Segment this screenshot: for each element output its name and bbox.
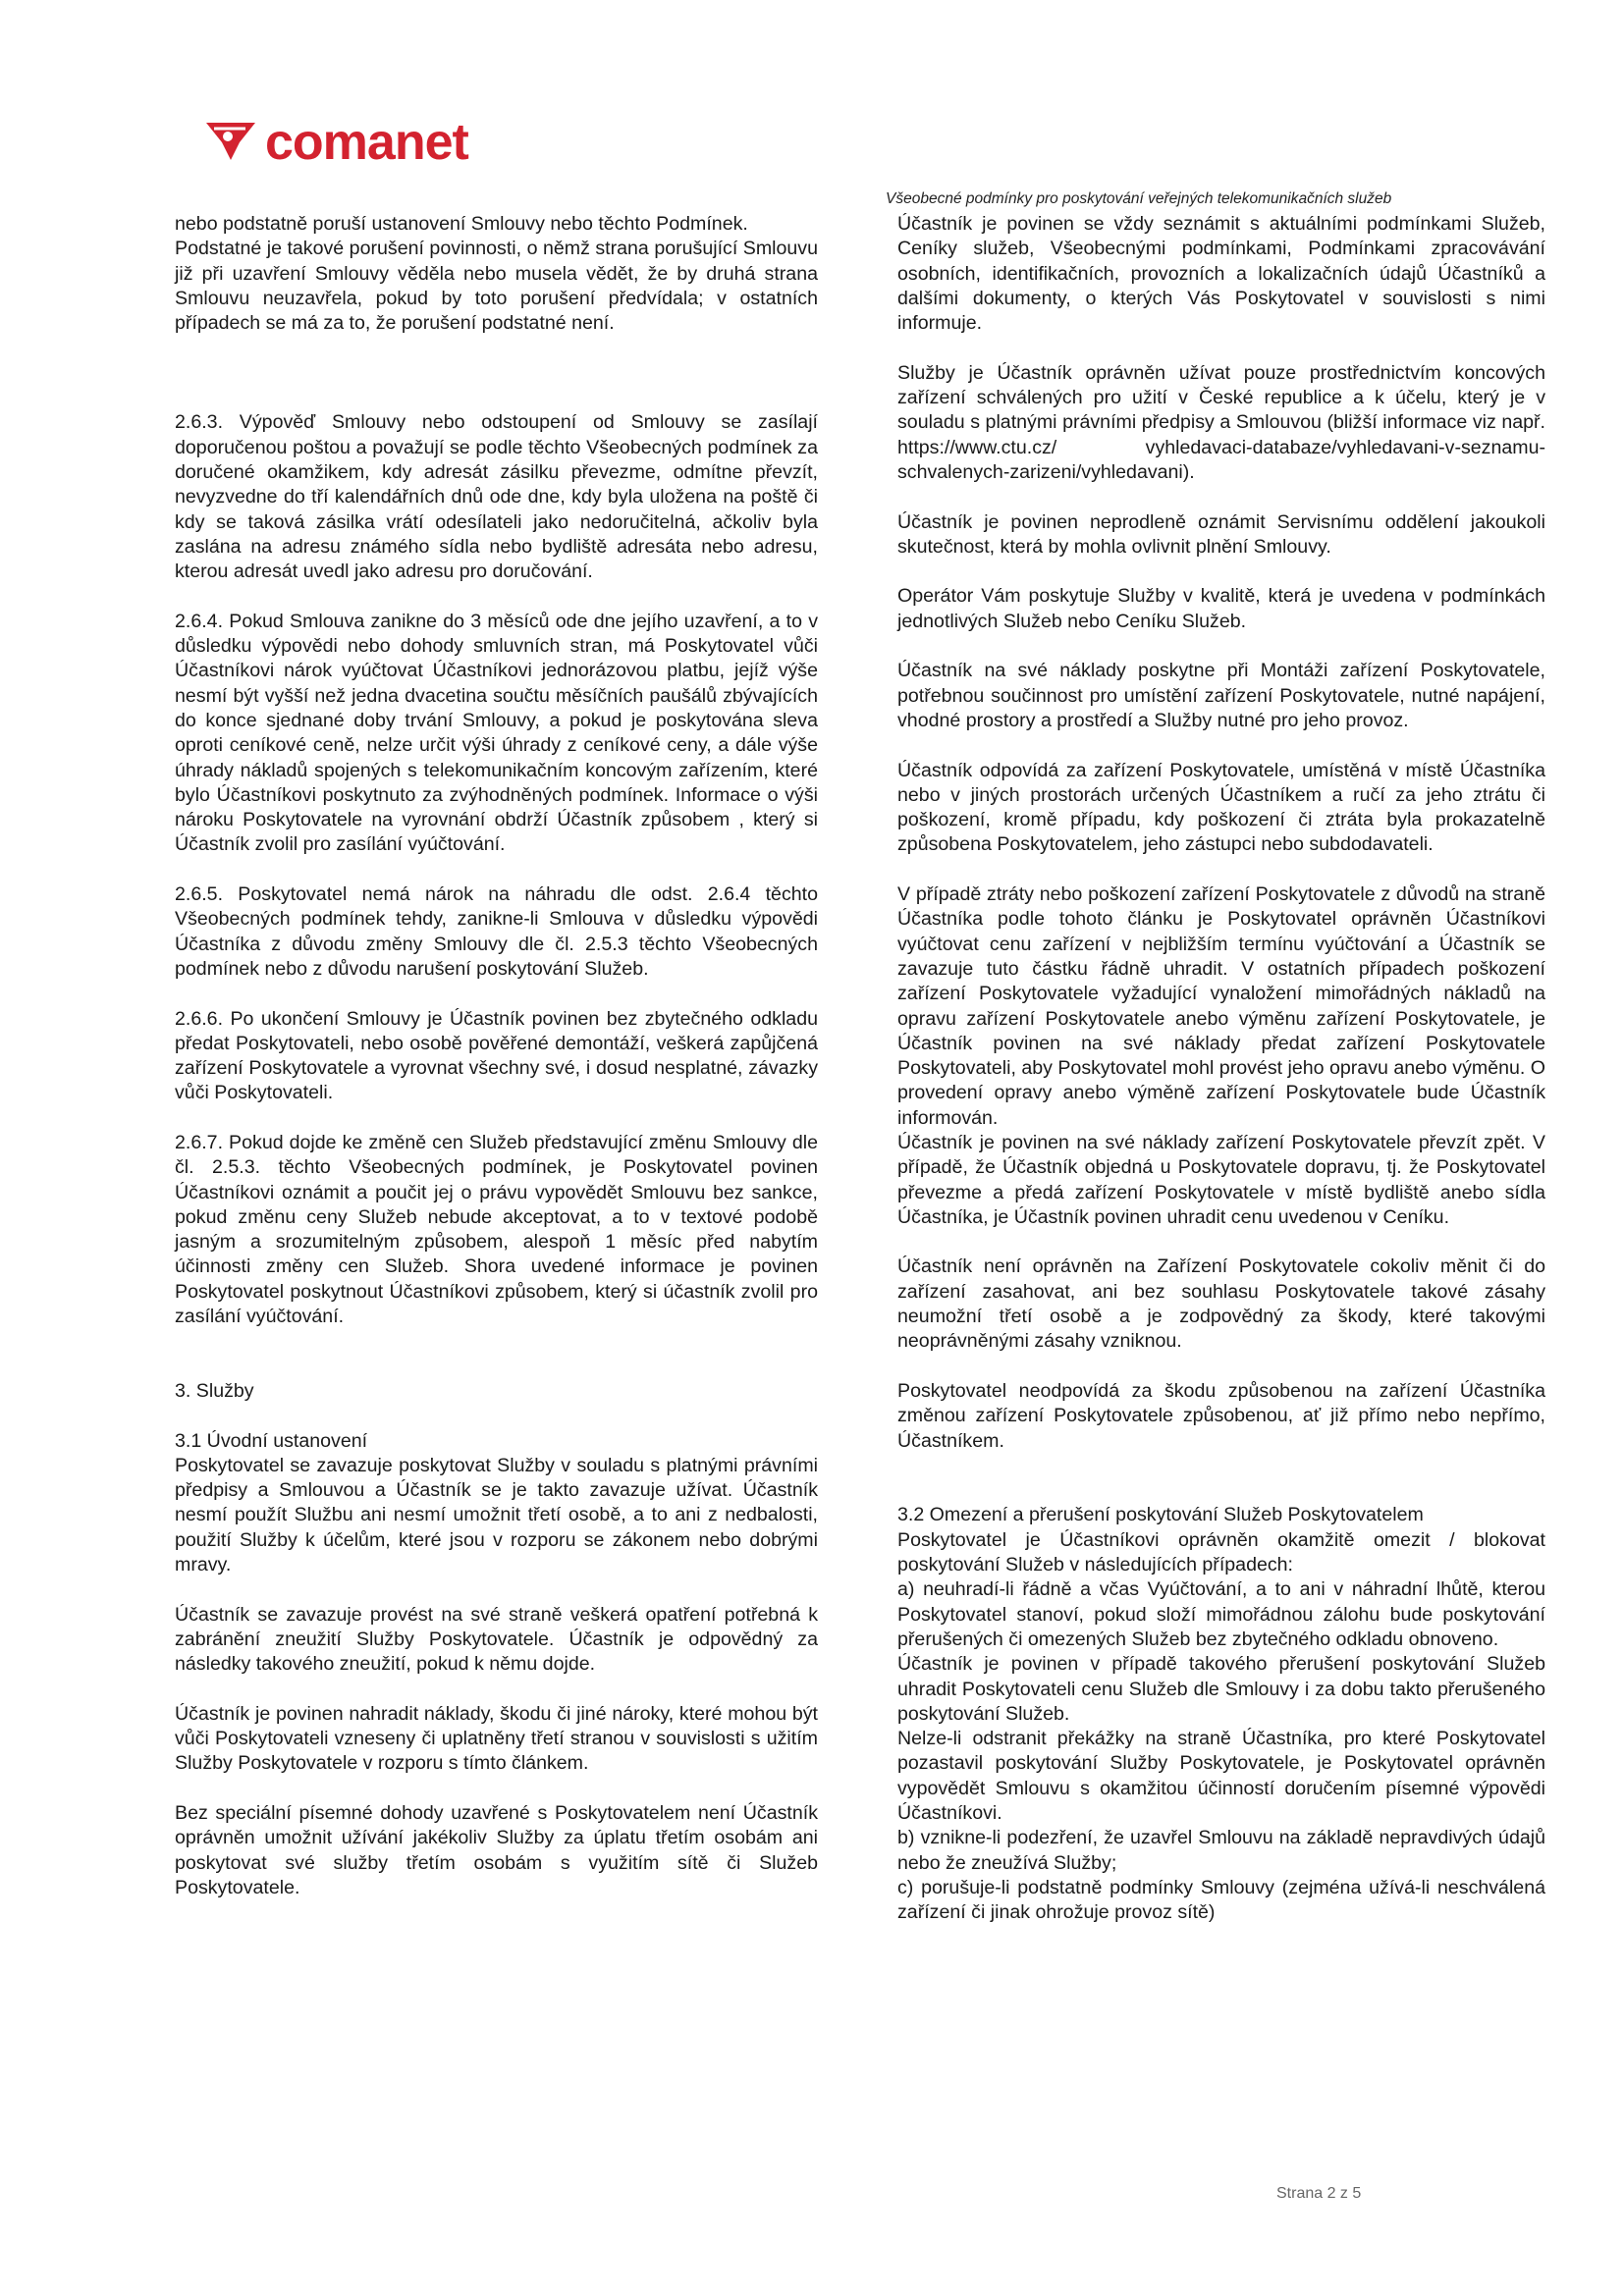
brand-name: comanet	[265, 114, 468, 171]
paragraph: Nelze-li odstranit překážky na straně Účastníka, pro které Poskytovatel pozastavil poskytování Služby Poskytovatele, je Poskytovatel oprávněn vypovědět Smlouvu s okamžitou účinností doručením písemné výpovědi Účastníkovi.	[897, 1728, 1545, 1824]
comanet-logo	[202, 113, 536, 172]
paragraph: 2.6.7. Pokud dojde ke změně cen Služeb představující změnu Smlouvy dle čl. 2.5.3. těchto Všeobecných podmínek, je Poskytovatel povinen Účastníkovi oznámit a poučit jej o právu vypovědět Smlouvu bez sankce, pokud změnu ceny Služeb nebude akceptovat, a to v textové podobě jasným a srozumitelným způsobem, alespoň 1 měsíc před nabytím účinnosti změny cen Služeb. Shora uvedené informace je povinen Poskytovatel poskytnout Účastníkovi způsobem, který si účastník zvolil pro zasílání vyúčtování.	[175, 1131, 818, 1328]
paragraph: Účastník je povinen na své náklady zařízení Poskytovatele převzít zpět. V případě, že Účastník objedná u Poskytovatele dopravu, tj. že Poskytovatel převezme a předá zařízení Poskytovatele v místě bydliště anebo sídla Účastníka, je Účastník povinen uhradit cenu uvedenou v Ceníku.	[897, 1131, 1545, 1228]
comanet-logo-icon	[202, 115, 259, 166]
section-heading: 3. Služby	[175, 1379, 254, 1402]
paragraph: Operátor Vám poskytuje Služby v kvalitě, která je uvedena v podmínkách jednotlivých Služeb nebo Ceníku Služeb.	[897, 585, 1545, 632]
paragraph: Služby je Účastník oprávněn užívat pouze prostřednictvím koncových zařízení schválených pro užití v České republice a k účelu, který je v souladu s platnými právními předpisy a Smlouvou (bližší informace viz např. https://www.ctu.cz/ vyhledavaci-databaze/vyhledavani-v-seznamu-schvalenych-zarizeni/vyhledavani).	[897, 361, 1545, 483]
page-number: Strana 2 z 5	[1276, 2185, 1362, 2202]
paragraph: Podstatné je takové porušení povinnosti, o němž strana porušující Smlouvu již při uzavření Smlouvy věděla nebo musela vědět, že by druhá strana Smlouvu neuzavřela, pokud by toto porušení předvídala; v ostatních případech se má za to, že porušení podstatné není.	[175, 238, 818, 335]
paragraph: Účastník odpovídá za zařízení Poskytovatele, umístěná v místě Účastníka nebo v jiných prostorách určených Účastníkem a ručí za jeho ztrátu či poškození, kromě případu, kdy poškození či ztráta byla prokazatelně způsobena Poskytovatelem, jeho zástupci nebo subdodavateli.	[897, 759, 1545, 856]
paragraph: 2.6.5. Poskytovatel nemá nárok na náhradu dle odst. 2.6.4 těchto Všeobecných podmínek tehdy, zanikne-li Smlouva v důsledku výpovědi Účastníka z důvodu změny Smlouvy dle čl. 2.5.3 těchto Všeobecných podmínek nebo z důvodu narušení poskytování Služeb.	[175, 883, 818, 980]
right-column	[897, 212, 1545, 1925]
list-item: a) neuhradí-li řádně a včas Vyúčtování, a to ani v náhradní lhůtě, kterou Poskytovatel stanoví, pokud složí mimořádnou zálohu bude poskytování přerušených či omezených Služeb bez zbytečného odkladu obnoveno.	[897, 1578, 1545, 1650]
paragraph: 2.6.4. Pokud Smlouva zanikne do 3 měsíců ode dne jejího uzavření, a to v důsledku výpovědi nebo dohody smluvních stran, má Poskytovatel vůči Účastníkovi nárok vyúčtovat Účastníkovi jednorázovou platbu, jejíž výše nesmí být vyšší než jedna dvacetina součtu měsíčních paušálů zbývajících do konce sjednané doby trvání Smlouvy, a pokud je poskytována sleva oproti ceníkové ceně, nelze určit výši úhrady z ceníkové ceny, a dále výše úhrady nákladů spojených s telekomunikačním koncovým zařízením, které bylo Účastníkovi poskytnuto za zvýhodněných podmínek. Informace o výši nároku Poskytovatele na vyrovnání obdrží Účastník způsobem , který si Účastník zvolil pro zasílání vyúčtování.	[175, 610, 818, 856]
paragraph: nebo podstatně poruší ustanovení Smlouvy nebo těchto Podmínek.	[175, 213, 748, 235]
paragraph: V případě ztráty nebo poškození zařízení Poskytovatele z důvodů na straně Účastníka podle tohoto článku je Poskytovatel oprávněn Účastníkovi vyúčtovat cenu zařízení v nejbližším termínu vyúčtování a Účastník se zavazuje tuto částku řádně uhradit. V ostatních případech poškození zařízení Poskytovatele vyžadující vynaložení mimořádných nákladů na opravu zařízení Poskytovatele anebo výměnu zařízení Poskytovatele, je Účastník povinen na své náklady předat zařízení Poskytovatele Poskytovateli, aby Poskytovatel mohl provést jeho opravu anebo výměnu. O provedení opravy anebo výměně zařízení Poskytovatele bude Účastník informován.	[897, 883, 1546, 1129]
paragraph: 2.6.3. Výpověď Smlouvy nebo odstoupení od Smlouvy se zasílají doporučenou poštou a považují se podle těchto Všeobecných podmínek za doručené okamžikem, kdy adresát zásilku převezme, odmítne převzít, nevyzvedne do tří kalendářních dnů ode dne, kdy byla uložena na poště či kdy se taková zásilka vrátí odesílateli jako nedoručitelná, ačkoliv byla zaslána na adresu známého sídla nebo bydliště adresáta nebo adresu, kterou adresát uvedl jako adresu pro doručování.	[175, 411, 818, 583]
paragraph: Účastník je povinen nahradit náklady, škodu či jiné nároky, které mohou být vůči Poskytovateli vzneseny či uplatněny třetí stranou v souvislosti s užitím Služby Poskytovatele v rozporu s tímto článkem.	[175, 1702, 818, 1775]
paragraph: Účastník není oprávněn na Zařízení Poskytovatele cokoliv měnit či do zařízení zasahovat, ani bez souhlasu Poskytovatele takové zásahy neumožní třetí osobě a je zodpovědný za škody, které takovými neoprávněnými zásahy vzniknou.	[897, 1255, 1545, 1353]
paragraph: Bez speciální písemné dohody uzavřené s Poskytovatelem není Účastník oprávněn umožnit užívání jakékoliv Služby za úplatu třetím osobám ani poskytovat své služby třetím osobám s využitím sítě či Služeb Poskytovatele.	[175, 1802, 818, 1898]
paragraph: 2.6.6. Po ukončení Smlouvy je Účastník povinen bez zbytečného odkladu předat Poskytovateli, nebo osobě pověřené demontáží, veškerá zapůjčená zařízení Poskytovatele a vyrovnat všechny své, i dosud nesplatné, závazky vůči Poskytovateli.	[175, 1007, 818, 1104]
paragraph: Účastník je povinen se vždy seznámit s aktuálními podmínkami Služeb, Ceníky služeb, Všeobecnými podmínkami, Podmínkami zpracovávání osobních, identifikačních, provozních a lokalizačních údajů Účastníků a dalšími dokumenty, o kterých Vás Poskytovatel v souvislosti s nimi informuje.	[897, 213, 1545, 335]
list-item: c) porušuje-li podstatně podmínky Smlouvy (zejména užívá-li neschválená zařízení či jinak ohrožuje provoz sítě)	[897, 1876, 1545, 1924]
subsection-heading: 3.1 Úvodní ustanovení	[175, 1429, 368, 1452]
paragraph: Poskytovatel je Účastníkovi oprávněn okamžitě omezit / blokovat poskytování Služeb v následujících případech:	[897, 1528, 1545, 1576]
left-column	[175, 212, 818, 1925]
document-title: Všeobecné podmínky pro poskytování veřejných telekomunikačních služeb	[886, 190, 1392, 207]
list-item: b) vznikne-li podezření, že uzavřel Smlouvu na základě nepravdivých údajů nebo že zneužívá Služby;	[897, 1827, 1545, 1874]
paragraph: Účastník se zavazuje provést na své straně veškerá opatření potřebná k zabránění zneužití Služby Poskytovatele. Účastník je odpovědný za následky takového zneužití, pokud k němu dojde.	[175, 1603, 818, 1676]
paragraph: Účastník na své náklady poskytne při Montáži zařízení Poskytovatele, potřebnou součinnost pro umístění zařízení Poskytovatele, nutné napájení, vhodné prostory a prostředí a Služby nutné pro jeho provoz.	[897, 660, 1545, 731]
paragraph: Poskytovatel se zavazuje poskytovat Služby v souladu s platnými právními předpisy a Smlouvou a Účastník se je takto zavazuje užívat. Účastník nesmí použít Službu ani nesmí umožnit třetí osobě, a to ani z nedbalosti, použití Služby k účelům, které jsou v rozporu se zákonem nebo dobrými mravy.	[175, 1454, 818, 1576]
subsection-heading: 3.2 Omezení a přerušení poskytování Služeb Poskytovatelem	[897, 1504, 1424, 1526]
paragraph: Účastník je povinen neprodleně oznámit Servisnímu oddělení jakoukoli skutečnost, která by mohla ovlivnit plnění Smlouvy.	[897, 510, 1545, 558]
paragraph: Poskytovatel neodpovídá za škodu způsobenou na zařízení Účastníka změnou zařízení Poskytovatele způsobenou, ať již přímo nebo nepřímo, Účastníkem.	[897, 1379, 1545, 1452]
paragraph: Účastník je povinen v případě takového přerušení poskytování Služeb uhradit Poskytovateli cenu Služeb dle Smlouvy i za dobu takto přerušeného poskytování Služeb.	[897, 1653, 1545, 1725]
